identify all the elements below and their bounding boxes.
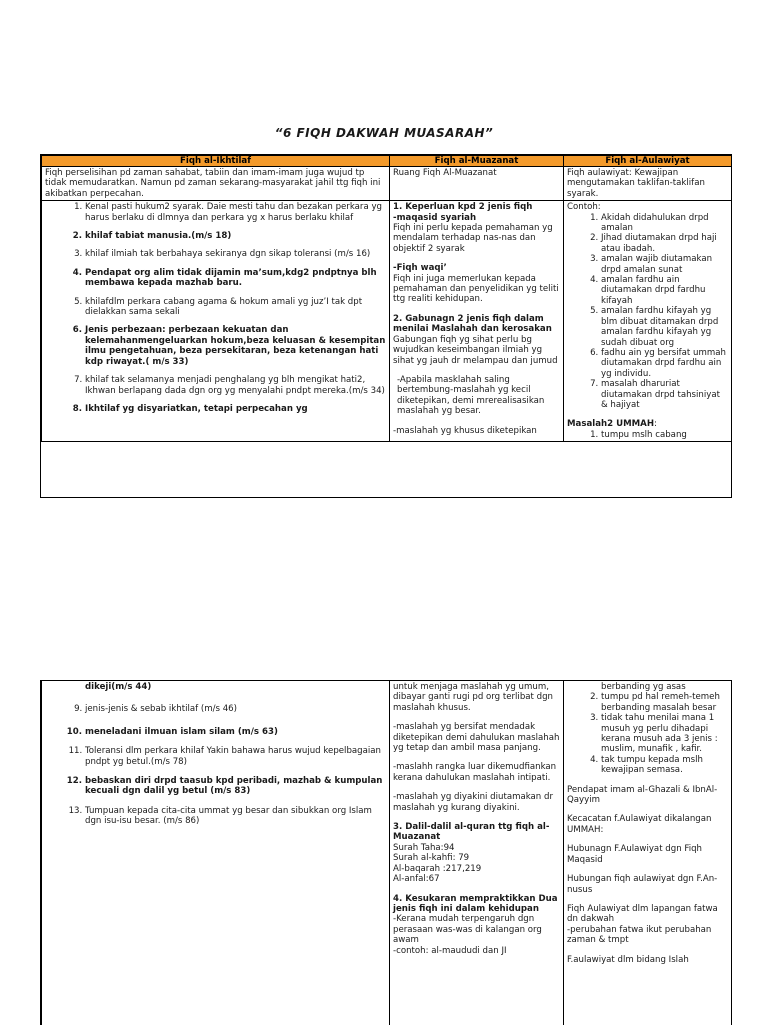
cell-ikhtilaf-points	[42, 201, 390, 442]
muazanat-heading-4: 4. Kesukaran mempraktikkan Dua jenis fiqh ini dalam kehidupan	[393, 894, 560, 915]
list-item: 1. tumpu mslh cabang	[601, 430, 728, 440]
cell-muazanat-intro: Ruang Fiqh Al-Muazanat	[390, 167, 564, 201]
list-item: 7. khilaf tak selamanya menjadi penghalang yg blh mengikat hati2, Ikhwan berlapang dada dgn org yg menyalahi pndpt mereka.(m/s 34)	[85, 375, 386, 396]
list-item: 4. tak tumpu kepada mslh kewajipan semasa.	[601, 755, 728, 776]
muazanat-heading-1	[393, 202, 560, 223]
header-fiqh-al-ikhtilaf: Fiqh al-Ikhtilaf	[42, 156, 390, 167]
list-item: 1. Akidah didahulukan drpd amalan	[601, 213, 728, 234]
muazanat-text: -maslahh rangka luar dikemudfiankan kerana dahulukan maslahah intipati.	[393, 762, 557, 783]
list-item: 2. tumpu pd hal remeh-temeh berbanding masalah besar	[601, 692, 728, 713]
ummah-list	[567, 430, 728, 440]
muazanat-heading-2: 2. Gabunagn 2 jenis fiqh dalam menilai Maslahah dan kerosakan	[393, 314, 560, 335]
aulawiyat-note: F.aulawiyat dlm bidang Islah	[567, 954, 689, 965]
list-item: 3. khilaf ilmiah tak berbahaya sekiranya dgn sikap toleransi (m/s 16)	[85, 249, 386, 259]
table-row-intro	[42, 167, 732, 201]
cell-aulawiyat-points	[564, 201, 732, 442]
fiqh-table-page2	[41, 681, 732, 1025]
table-fragment-page1	[40, 154, 732, 498]
aulawiyat-note: Pendapat imam al-Ghazali & IbnAl-Qayyim	[567, 784, 718, 806]
cell-aulawiyat-intro: Fiqh aulawiyat: Kewajipan mengutamakan taklifan-taklifan syarak.	[564, 167, 732, 201]
cell-muazanat-points-cont	[390, 681, 564, 1025]
quran-ref: Surah al-kahfi: 79	[393, 853, 470, 864]
muazanat-text: -maslahah yg bersifat mendadak diketepikan demi dahulukan maslahah yg tetap dan ambil masa panjang.	[393, 722, 560, 754]
list-item: 8. Ikhtilaf yg disyariatkan, tetapi perpecahan yg	[85, 404, 386, 414]
muazanat-text: -Kerana mudah terpengaruh dgn perasaan was-was di kalangan org awam	[393, 914, 542, 946]
heading-colon: :	[654, 419, 657, 430]
quran-ref: Al-baqarah :217,219	[393, 863, 482, 874]
muazanat-list-3	[393, 822, 560, 843]
list-item: 1. Kenal pasti hukum2 syarak. Daie mesti tahu dan bezakan perkara yg harus berlaku di dlmnya dan perkara yg x harus berlaku khilaf	[85, 202, 386, 223]
list-item: 13. Tumpuan kepada cita-cita ummat yg besar dan sibukkan org Islam dgn isu-isu besar. (m/s 86)	[85, 806, 386, 827]
table-fragment-page2	[40, 680, 732, 1025]
list-item: 6. fadhu ain yg bersifat ummah diutamakan drpd fardhu ain yg individu.	[601, 348, 728, 379]
muazanat-heading-3: 3. Dalil-dalil al-quran ttg fiqh al-Muazanat	[393, 822, 560, 843]
muazanat-text: Gabungan fiqh yg sihat perlu bg wujudkan keseimbangan ilmiah yg sihat yg jauh dr melampau dan jumud	[393, 334, 558, 366]
fiqh-table-page1	[41, 155, 732, 442]
page-title: “6 FIQH DAKWAH MUASARAH”	[274, 126, 494, 140]
quran-ref: Al-anfal:67	[393, 874, 440, 885]
cell-muazanat-points	[390, 201, 564, 442]
muazanat-subheading: -Fiqh waqi’	[393, 263, 447, 274]
ummah-list-cont	[567, 692, 728, 775]
list-item: 4. amalan fardhu ain diutamakan drpd fardhu kifayah	[601, 275, 728, 306]
list-item: 12. bebaskan diri drpd taasub kpd peribadi, mazhab & kumpulan kecuali dgn dalil yg betul (m/s 83)	[85, 776, 386, 797]
muazanat-text: Fiqh ini perlu kepada pemahaman yg mendalam terhadap nas-nas dan objektif 2 syarak	[393, 223, 553, 254]
cell-ikhtilaf-intro: Fiqh perselisihan pd zaman sahabat, tabiin dan imam-imam juga wujud tp tidak memudaratkan. Namun pd zaman sekarang-masyarakat jahil ttg fiqh ini akibatkan perpecahan.	[42, 167, 390, 201]
heading-subtext: -maqasid syariah	[393, 212, 477, 223]
aulawiyat-note: Kecacatan f.Aulawiyat dikalangan UMMAH:	[567, 814, 712, 835]
muazanat-text: -maslahah yg diyakini diutamakan dr maslahah yg kurang diyakini.	[393, 792, 553, 813]
aulawiyat-note: -perubahan fatwa ikut perubahan zaman & tmpt	[567, 924, 712, 946]
list-item: 7. masalah dharuriat diutamakan drpd tahsiniyat & hajiyat	[601, 379, 728, 410]
table-header-row	[42, 156, 732, 167]
list-item: 9. jenis-jenis & sebab ikhtilaf (m/s 46)	[85, 704, 386, 714]
ikhtilaf-list-cont	[45, 682, 386, 692]
aulawiyat-heading	[567, 419, 728, 429]
muazanat-text: -Apabila masklahah saling bertembung-maslahah yg kecil diketepikan, demi mrerealisasikan maslahah yg besar.	[397, 374, 545, 417]
aulawiyat-list	[567, 213, 728, 411]
aulawiyat-note: Hubungan fiqh aulawiyat dgn F.An-nusus	[567, 874, 718, 895]
aulawiyat-intro: Contoh:	[567, 202, 601, 213]
list-item: 2. Jihad diutamakan drpd haji atau ibadah.	[601, 233, 728, 254]
list-item: dikeji(m/s 44)	[85, 682, 152, 692]
cell-ikhtilaf-points-cont	[42, 681, 390, 1025]
heading-text: Masalah2 UMMAH	[567, 419, 655, 430]
list-item: 3. tidak tahu menilai mana 1 musuh yg perlu dihadapi kerana musuh ada 3 jenis : muslim, munafik , kafir.	[601, 713, 728, 755]
header-fiqh-al-aulawiyat: Fiqh al-Aulawiyat	[564, 156, 732, 167]
list-item: 5. khilafdlm perkara cabang agama & hokum amali yg juz’I tak dpt dielakkan sama sekali	[85, 297, 386, 318]
muazanat-text: Fiqh ini juga memerlukan kepada pemahaman dan penyelidikan yg teliti ttg realiti kehidupan.	[393, 273, 559, 305]
table-row-main	[42, 201, 732, 442]
list-item: 3. amalan wajib diutamakan drpd amalan sunat	[601, 254, 728, 275]
table-row-continued	[42, 681, 732, 1025]
cell-aulawiyat-points-cont	[564, 681, 732, 1025]
aulawiyat-note: Hubunagn F.Aulawiyat dgn Fiqh Maqasid	[567, 844, 702, 865]
aulawiyat-cont: berbanding yg asas	[601, 682, 686, 692]
list-item: 4. Pendapat org alim tidak dijamin ma’sum,kdg2 pndptnya blh membawa kepada mazhab baru.	[85, 268, 386, 289]
list-item: 10. meneladani ilmuan islam silam (m/s 63)	[85, 727, 386, 737]
ikhtilaf-list-2	[45, 704, 386, 826]
quran-ref: Surah Taha:94	[393, 842, 455, 853]
muazanat-list-4	[393, 894, 560, 915]
muazanat-list-2	[393, 314, 560, 335]
list-item: 2. khilaf tabiat manusia.(m/s 18)	[85, 231, 386, 241]
muazanat-text: untuk menjaga maslahah yg umum, dibayar ganti rugi pd org terlibat dgn maslahah khusus.	[393, 682, 554, 713]
list-item: 11. Toleransi dlm perkara khilaf Yakin bahawa harus wujud kepelbagaian pndpt yg betul.(m/s 78)	[85, 746, 386, 767]
list-item: 5. amalan fardhu kifayah yg blm dibuat ditamakan drpd amalan fardhu kifayah yg sudah dibuat org	[601, 306, 728, 348]
heading-text: Keperluan kpd 2 jenis fiqh	[405, 202, 533, 213]
aulawiyat-note: Fiqh Aulawiyat dlm lapangan fatwa dn dakwah	[567, 903, 718, 925]
header-fiqh-al-muazanat: Fiqh al-Muazanat	[390, 156, 564, 167]
muazanat-text: -maslahah yg khusus diketepikan	[393, 425, 537, 436]
list-item: 6. Jenis perbezaan: perbezaan kekuatan dan kelemahanmengeluarkan hokum,beza keluasan & kesempitan ilmu pengetahuan, beza persekitaran, beza ketenangan hati kdp riwayat.( m/s 33)	[85, 325, 386, 367]
muazanat-text: -contoh: al-maududi dan JI	[393, 945, 507, 956]
ikhtilaf-list	[45, 202, 386, 414]
muazanat-list	[393, 202, 560, 223]
